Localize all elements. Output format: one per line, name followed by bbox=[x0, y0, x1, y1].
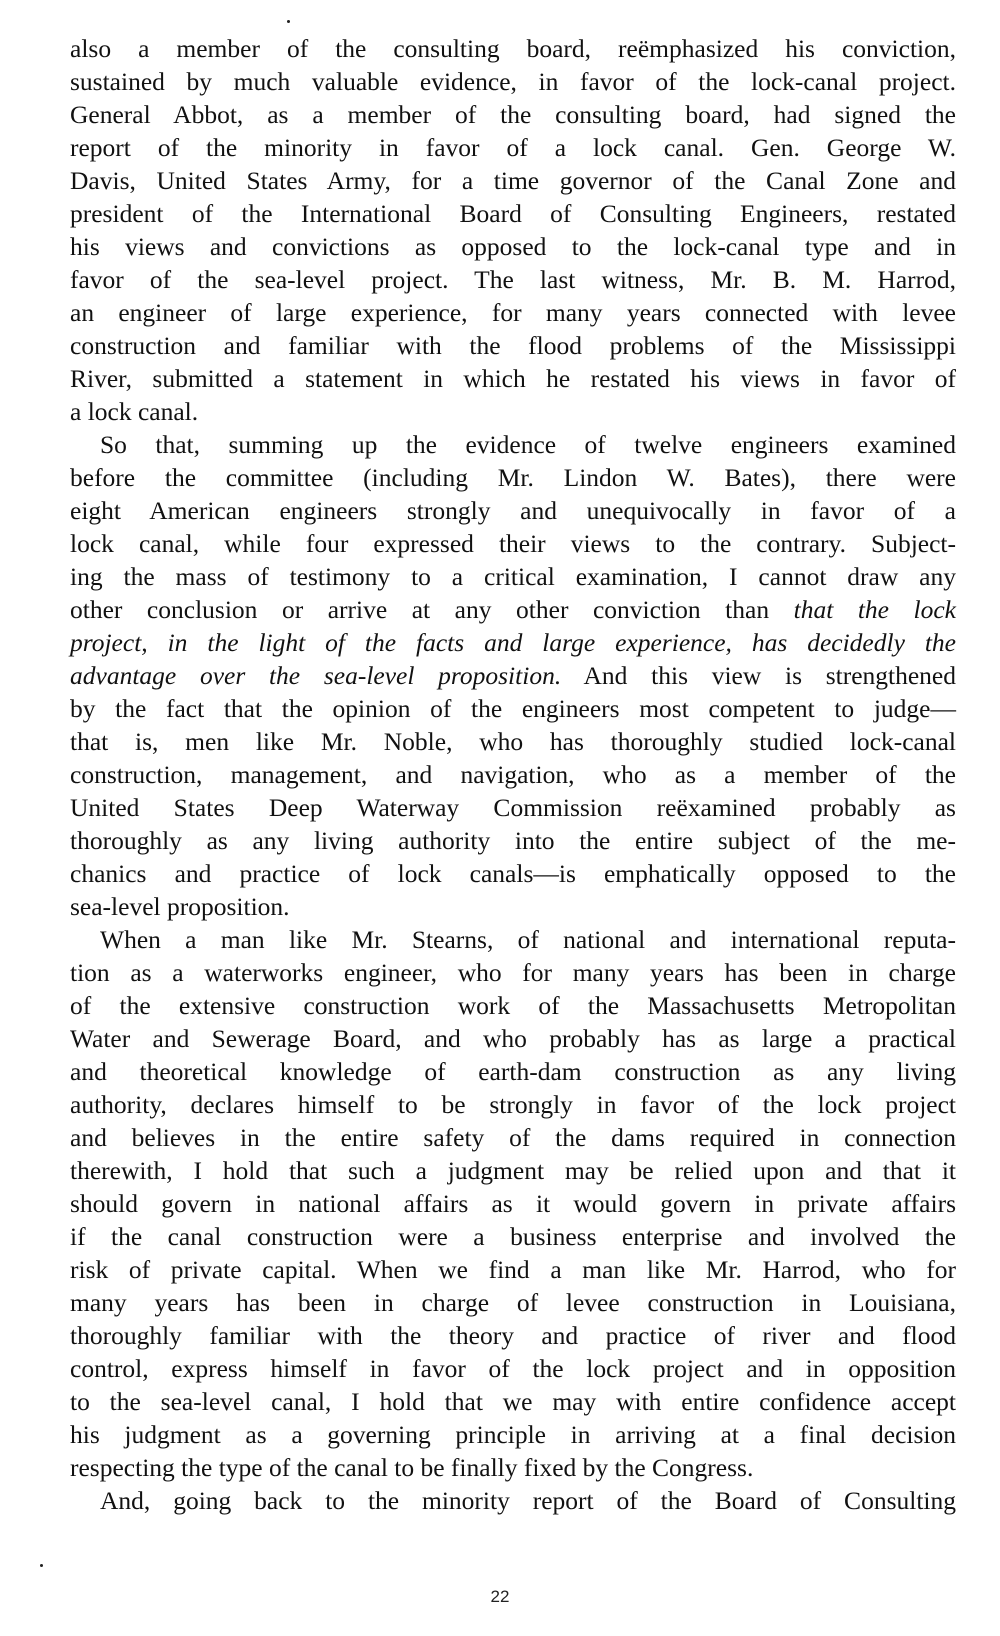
text-line: construction, management, and navigation, who as a member of the bbox=[70, 760, 956, 789]
text-line: And, going back to the minority report of the Board of Consulting bbox=[100, 1486, 956, 1515]
page-number: 22 bbox=[490, 1587, 510, 1606]
text-line: sustained by much valuable evidence, in favor of the lock-canal project. bbox=[70, 67, 956, 96]
text-line: eight American engineers strongly and unequivocally in favor of a bbox=[70, 496, 956, 525]
text-line: Water and Sewerage Board, and who probably has as large a practical bbox=[70, 1024, 956, 1053]
text-line: lock canal, while four expressed their views to the contrary. Subject- bbox=[70, 529, 956, 558]
text-line: risk of private capital. When we find a man like Mr. Harrod, who for bbox=[70, 1255, 956, 1284]
text-line: authority, declares himself to be strongly in favor of the lock project bbox=[70, 1090, 956, 1119]
text-line: construction and familiar with the flood problems of the Mississippi bbox=[70, 331, 956, 360]
emphasis-line: project, in the light of the facts and large experience, has decidedly the bbox=[70, 628, 956, 657]
text-line: also a member of the consulting board, reëmphasized his conviction, bbox=[70, 34, 956, 63]
emphasis-text: advantage over the sea-level proposition. bbox=[70, 661, 562, 690]
text-line: his judgment as a governing principle in arriving at a final decision bbox=[70, 1420, 956, 1449]
text-line: River, submitted a statement in which he restated his views in favor of bbox=[70, 364, 956, 393]
text-line: sea-level proposition. bbox=[70, 892, 290, 921]
text-line: Davis, United States Army, for a time governor of the Canal Zone and bbox=[70, 166, 956, 195]
text-line: should govern in national affairs as it would govern in private affairs bbox=[70, 1189, 956, 1218]
text-line: therewith, I hold that such a judgment may be relied upon and that it bbox=[70, 1156, 956, 1185]
text-line bbox=[70, 593, 956, 626]
text-run: And this view is strengthened bbox=[561, 661, 957, 690]
text-line: chanics and practice of lock canals—is emphatically opposed to the bbox=[70, 859, 956, 888]
text-line: a lock canal. bbox=[70, 397, 199, 426]
text-line: before the committee (including Mr. Lindon W. Bates), there were bbox=[70, 463, 956, 492]
text-line: by the fact that the opinion of the engineers most competent to judge— bbox=[70, 694, 956, 723]
text-line: thoroughly familiar with the theory and practice of river and flood bbox=[70, 1321, 956, 1350]
text-line: tion as a waterworks engineer, who for many years has been in charge bbox=[70, 958, 956, 987]
text-line: favor of the sea-level project. The last witness, Mr. B. M. Harrod, bbox=[70, 265, 956, 294]
text-line: control, express himself in favor of the lock project and in opposition bbox=[70, 1354, 956, 1383]
text-line: General Abbot, as a member of the consulting board, had signed the bbox=[70, 100, 956, 129]
text-line: president of the International Board of Consulting Engineers, restated bbox=[70, 199, 956, 228]
text-line: that is, men like Mr. Noble, who has thoroughly studied lock-canal bbox=[70, 727, 956, 756]
text-line: United States Deep Waterway Commission reëxamined probably as bbox=[70, 793, 956, 822]
emphasis-text: that the lock bbox=[793, 595, 957, 624]
text-line: So that, summing up the evidence of twelve engineers examined bbox=[100, 430, 956, 459]
text-line: report of the minority in favor of a lock canal. Gen. George W. bbox=[70, 133, 956, 162]
scan-speck bbox=[40, 1564, 43, 1567]
text-line: an engineer of large experience, for many years connected with levee bbox=[70, 298, 956, 327]
text-line: thoroughly as any living authority into the entire subject of the me- bbox=[70, 826, 956, 855]
text-line: and theoretical knowledge of earth-dam construction as any living bbox=[70, 1057, 956, 1086]
text-run: other conclusion or arrive at any other conviction than bbox=[70, 595, 794, 624]
text-line: respecting the type of the canal to be finally fixed by the Congress. bbox=[70, 1453, 754, 1482]
text-line: to the sea-level canal, I hold that we may with entire confidence accept bbox=[70, 1387, 956, 1416]
text-line: if the canal construction were a business enterprise and involved the bbox=[70, 1222, 956, 1251]
text-line: his views and convictions as opposed to the lock-canal type and in bbox=[70, 232, 956, 261]
text-line: many years has been in charge of levee construction in Louisiana, bbox=[70, 1288, 956, 1317]
scan-speck bbox=[287, 20, 290, 23]
text-line: and believes in the entire safety of the dams required in connection bbox=[70, 1123, 956, 1152]
text-line: When a man like Mr. Stearns, of national and international reputa- bbox=[100, 925, 956, 954]
text-line: of the extensive construction work of the Massachusetts Metropolitan bbox=[70, 991, 956, 1020]
text-line: ing the mass of testimony to a critical examination, I cannot draw any bbox=[70, 562, 956, 591]
text-line bbox=[70, 659, 956, 692]
